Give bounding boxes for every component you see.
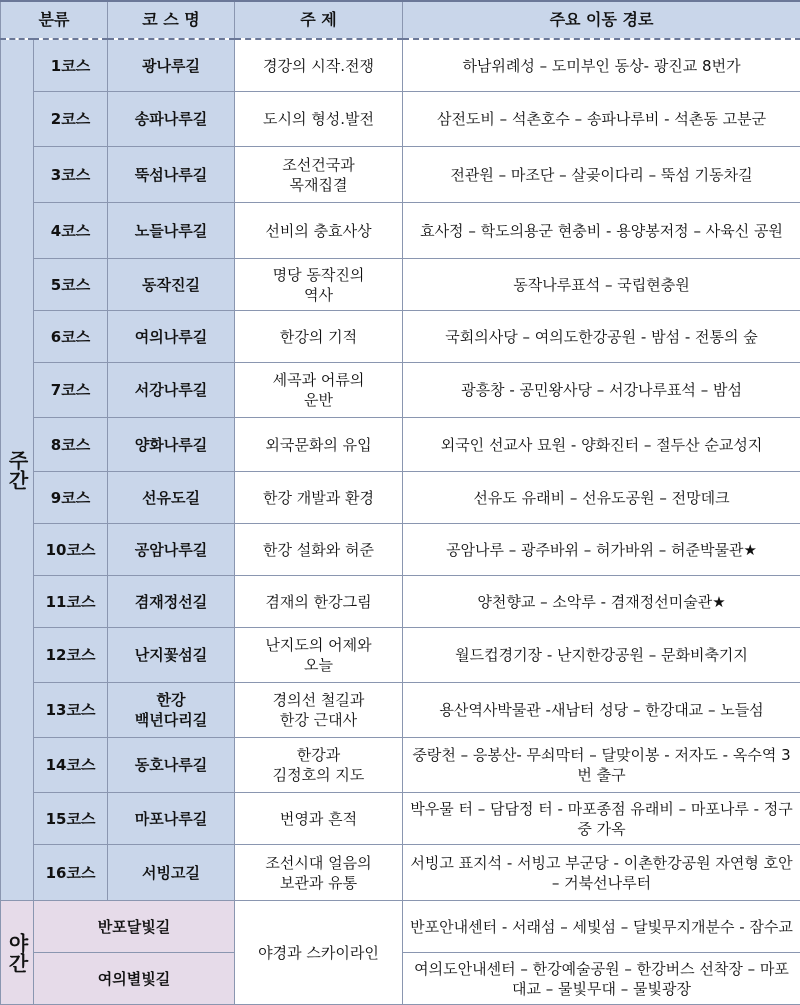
course-name: [108, 472, 235, 524]
night-course-name: [34, 953, 235, 1005]
course-route-text: 삼전도비 – 석촌호수 – 송파나루비 - 석촌동 고분군: [407, 109, 796, 129]
table-row: [1, 576, 800, 628]
course-name: [108, 147, 235, 203]
course-topic-text: 명당 동작진의 역사: [239, 265, 398, 305]
table-row: [1, 472, 800, 524]
night-course-route-text: 여의도안내센터 – 한강예술공원 – 한강버스 선착장 – 마포대교 – 물빛무대 – 물빛광장: [407, 959, 796, 999]
header-course-name: 코 스 명: [108, 1, 235, 39]
course-topic: [235, 472, 403, 524]
table-row: [1, 524, 800, 576]
course-number: [34, 576, 108, 628]
course-route: [403, 845, 800, 901]
course-topic-text: 선비의 충효사상: [239, 221, 398, 241]
course-route-text: 외국인 선교사 묘원 - 양화진터 – 절두산 순교성지: [407, 435, 796, 455]
course-name: [108, 524, 235, 576]
course-number: [34, 363, 108, 418]
table-row: [1, 418, 800, 472]
course-name-text: 서강나루길: [112, 380, 230, 400]
course-topic: [235, 845, 403, 901]
course-route: [403, 683, 800, 738]
table-row: [1, 39, 800, 92]
course-number-text: 14코스: [38, 755, 103, 775]
course-topic-text: 경의선 철길과 한강 근대사: [239, 690, 398, 730]
course-number-text: 8코스: [38, 435, 103, 455]
course-topic: [235, 628, 403, 683]
course-route: [403, 628, 800, 683]
course-name-text: 한강 백년다리길: [112, 690, 230, 730]
table-row: [1, 901, 800, 953]
table-row: [1, 147, 800, 203]
table-row: [1, 738, 800, 793]
course-route-text: 용산역사박물관 -새남터 성당 – 한강대교 – 노들섬: [407, 700, 796, 720]
course-route-text: 중랑천 – 응봉산- 무쇠막터 – 달맞이봉 - 저자도 - 옥수역 3번 출구: [407, 745, 796, 785]
course-route: [403, 259, 800, 311]
night-course-route: [403, 901, 800, 953]
table-header-row: [1, 1, 800, 39]
category-day: [1, 39, 34, 901]
course-topic-text: 번영과 흔적: [239, 809, 398, 829]
course-topic: [235, 147, 403, 203]
table-row: [1, 363, 800, 418]
course-route: [403, 363, 800, 418]
course-name: [108, 738, 235, 793]
course-number: [34, 472, 108, 524]
course-route-text: 월드컵경기장 - 난지한강공원 – 문화비축기지: [407, 645, 796, 665]
course-topic-text: 한강 설화와 허준: [239, 540, 398, 560]
night-course-topic: [235, 901, 403, 1005]
course-number: [34, 39, 108, 92]
course-number-text: 5코스: [38, 275, 103, 295]
course-number: [34, 418, 108, 472]
category-day-text: 주간: [2, 40, 32, 900]
course-route: [403, 147, 800, 203]
course-topic: [235, 524, 403, 576]
course-number-text: 12코스: [38, 645, 103, 665]
course-topic: [235, 311, 403, 363]
course-number-text: 16코스: [38, 863, 103, 883]
category-night-text: 야간: [2, 901, 32, 1004]
course-name: [108, 683, 235, 738]
course-number: [34, 147, 108, 203]
course-topic-text: 한강과 김정호의 지도: [239, 745, 398, 785]
course-name: [108, 39, 235, 92]
course-topic-text: 도시의 형성.발전: [239, 109, 398, 129]
course-topic: [235, 576, 403, 628]
course-route-text: 하남위례성 – 도미부인 동상- 광진교 8번가: [407, 56, 796, 76]
course-number-text: 9코스: [38, 488, 103, 508]
course-number-text: 10코스: [38, 540, 103, 560]
course-topic-text: 조선시대 얼음의 보관과 유통: [239, 853, 398, 893]
course-number-text: 1코스: [38, 56, 103, 76]
course-number: [34, 524, 108, 576]
course-number: [34, 845, 108, 901]
course-name: [108, 92, 235, 147]
course-topic-text: 외국문화의 유입: [239, 435, 398, 455]
table-row: [1, 311, 800, 363]
course-number-text: 3코스: [38, 165, 103, 185]
course-route-text: 광흥창 - 공민왕사당 – 서강나루표석 – 밤섬: [407, 380, 796, 400]
course-route: [403, 311, 800, 363]
course-number: [34, 203, 108, 259]
course-name-text: 노들나루길: [112, 221, 230, 241]
course-topic: [235, 203, 403, 259]
course-name: [108, 418, 235, 472]
table-row: [1, 259, 800, 311]
course-number: [34, 683, 108, 738]
course-route-text: 서빙고 표지석 - 서빙고 부군당 - 이촌한강공원 자연형 호안 – 거북선나루터: [407, 853, 796, 893]
course-route-text: 공암나루 – 광주바위 – 허가바위 – 허준박물관★: [407, 540, 796, 560]
course-number: [34, 628, 108, 683]
course-route: [403, 793, 800, 845]
table-row: [1, 683, 800, 738]
course-number: [34, 738, 108, 793]
course-name: [108, 576, 235, 628]
course-topic: [235, 418, 403, 472]
course-route-text: 전관원 – 마조단 – 살곶이다리 – 뚝섬 기동차길: [407, 165, 796, 185]
course-route: [403, 92, 800, 147]
table-row: [1, 628, 800, 683]
night-course-route-text: 반포안내센터 - 서래섬 – 세빛섬 – 달빛무지개분수 - 잠수교: [407, 917, 796, 937]
category-night: [1, 901, 34, 1005]
course-topic: [235, 39, 403, 92]
course-route-text: 효사정 – 학도의용군 현충비 - 용양봉저정 – 사육신 공원: [407, 221, 796, 241]
table-row: [1, 203, 800, 259]
course-route: [403, 472, 800, 524]
table-row: [1, 92, 800, 147]
course-name-text: 공암나루길: [112, 540, 230, 560]
course-name-text: 동호나루길: [112, 755, 230, 775]
table-body: [1, 39, 800, 1005]
course-topic-text: 난지도의 어제와 오늘: [239, 635, 398, 675]
course-name: [108, 203, 235, 259]
course-number-text: 13코스: [38, 700, 103, 720]
course-name: [108, 311, 235, 363]
course-route-text: 동작나루표석 – 국립현충원: [407, 275, 796, 295]
night-course-route: [403, 953, 800, 1005]
course-route: [403, 39, 800, 92]
course-route: [403, 576, 800, 628]
course-route: [403, 203, 800, 259]
course-route-text: 국회의사당 – 여의도한강공원 - 밤섬 - 전통의 숲: [407, 327, 796, 347]
header-topic: 주 제: [235, 1, 403, 39]
course-name-text: 마포나루길: [112, 809, 230, 829]
course-topic-text: 세곡과 어류의 운반: [239, 370, 398, 410]
course-name: [108, 363, 235, 418]
course-number-text: 4코스: [38, 221, 103, 241]
course-topic-text: 겸재의 한강그림: [239, 592, 398, 612]
course-topic-text: 한강 개발과 환경: [239, 488, 398, 508]
course-name-text: 뚝섬나루길: [112, 165, 230, 185]
course-number: [34, 793, 108, 845]
course-number-text: 7코스: [38, 380, 103, 400]
course-number: [34, 259, 108, 311]
table-row: [1, 793, 800, 845]
course-name: [108, 628, 235, 683]
course-topic-text: 조선건국과 목재집결: [239, 155, 398, 195]
course-name-text: 광나루길: [112, 56, 230, 76]
course-number-text: 2코스: [38, 109, 103, 129]
course-topic: [235, 738, 403, 793]
night-course-name: [34, 901, 235, 953]
course-name-text: 동작진길: [112, 275, 230, 295]
course-name: [108, 793, 235, 845]
course-number-text: 11코스: [38, 592, 103, 612]
course-topic: [235, 92, 403, 147]
course-route-text: 선유도 유래비 – 선유도공원 – 전망데크: [407, 488, 796, 508]
course-name: [108, 845, 235, 901]
night-course-name-text: 반포달빛길: [38, 917, 230, 937]
header-route: 주요 이동 경로: [403, 1, 800, 39]
course-topic: [235, 793, 403, 845]
course-name-text: 난지꽃섬길: [112, 645, 230, 665]
course-name-text: 서빙고길: [112, 863, 230, 883]
course-route-text: 양천향교 – 소악루 - 겸재정선미술관★: [407, 592, 796, 612]
course-name-text: 여의나루길: [112, 327, 230, 347]
night-course-name-text: 여의별빛길: [38, 969, 230, 989]
course-number-text: 15코스: [38, 809, 103, 829]
course-topic: [235, 363, 403, 418]
header-category: 분류: [1, 1, 108, 39]
course-topic: [235, 259, 403, 311]
course-route: [403, 738, 800, 793]
course-route: [403, 524, 800, 576]
course-topic-text: 경강의 시작.전쟁: [239, 56, 398, 76]
night-course-topic-text: 야경과 스카이라인: [239, 943, 398, 963]
course-number: [34, 311, 108, 363]
course-name-text: 선유도길: [112, 488, 230, 508]
course-number: [34, 92, 108, 147]
course-topic: [235, 683, 403, 738]
table-row: [1, 845, 800, 901]
course-route: [403, 418, 800, 472]
course-name-text: 양화나루길: [112, 435, 230, 455]
course-number-text: 6코스: [38, 327, 103, 347]
course-route-text: 박우물 터 – 담담정 터 - 마포종점 유래비 – 마포나루 - 정구중 가옥: [407, 799, 796, 839]
course-name: [108, 259, 235, 311]
course-topic-text: 한강의 기적: [239, 327, 398, 347]
course-name-text: 송파나루길: [112, 109, 230, 129]
course-name-text: 겸재정선길: [112, 592, 230, 612]
